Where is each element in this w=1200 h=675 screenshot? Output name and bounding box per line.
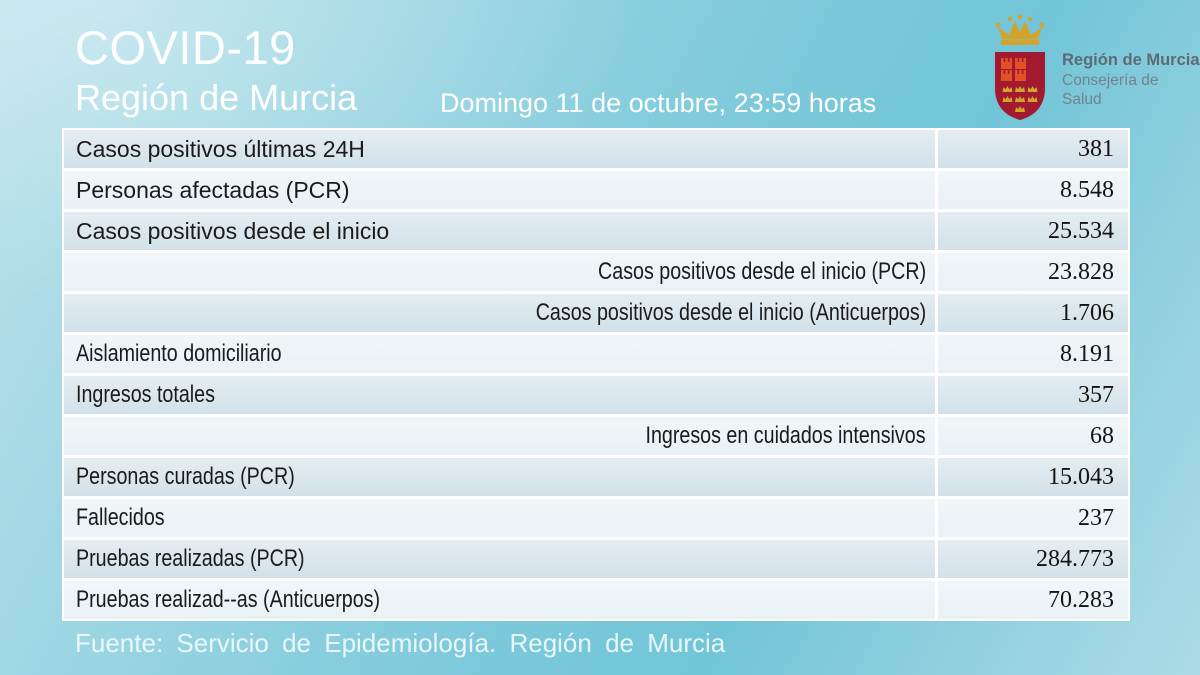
row-label-cell [64, 540, 935, 578]
row-label-cell [64, 458, 935, 496]
row-value: 284.773 [1036, 545, 1114, 572]
table-row [64, 130, 1128, 168]
row-label-cell [64, 417, 935, 455]
coat-of-arms-icon [988, 12, 1052, 124]
row-value: 70.283 [1048, 586, 1114, 613]
row-value-cell [938, 581, 1128, 619]
row-value: 1.706 [1060, 299, 1114, 326]
region-murcia-logo [988, 12, 1200, 124]
table-row [64, 581, 1128, 619]
row-value: 23.828 [1048, 258, 1114, 285]
row-label-cell [64, 581, 935, 619]
row-value-cell [938, 417, 1128, 455]
table-row [64, 253, 1128, 291]
table-row [64, 540, 1128, 578]
row-value-cell [938, 376, 1128, 414]
table-row [64, 294, 1128, 332]
row-value-cell [938, 499, 1128, 537]
row-label: Ingresos en cuidados intensivos [645, 422, 926, 449]
report-datetime: Domingo 11 de octubre, 23:59 horas [440, 88, 877, 118]
row-label-cell [64, 335, 935, 373]
row-value-cell [938, 294, 1128, 332]
row-label-cell [64, 294, 935, 332]
row-label-cell [64, 253, 935, 291]
row-label-cell [64, 171, 935, 209]
row-value-cell [938, 130, 1128, 168]
logo-org-name: Región de Murcia [1062, 51, 1200, 69]
row-value: 25.534 [1048, 217, 1114, 244]
row-label-cell [64, 376, 935, 414]
row-value-cell [938, 458, 1128, 496]
stats-table [62, 128, 1130, 621]
logo-dept-name: Consejería de Salud [1062, 71, 1159, 108]
table-row [64, 171, 1128, 209]
table-row [64, 376, 1128, 414]
row-label: Casos positivos desde el inicio (PCR) [597, 258, 926, 285]
page-title: COVID-19 [75, 21, 296, 74]
row-label: Casos positivos desde el inicio (Anticuerpos) [535, 299, 926, 326]
row-label-cell [64, 212, 935, 250]
row-label: Casos positivos desde el inicio [76, 217, 390, 244]
table-row [64, 335, 1128, 373]
row-value: 237 [1078, 504, 1114, 531]
source-note: Fuente: Servicio de Epidemiología. Región de Murcia [75, 628, 726, 658]
row-value-cell [938, 171, 1128, 209]
row-label: Personas curadas (PCR) [76, 463, 295, 490]
row-value-cell [938, 212, 1128, 250]
row-label: Fallecidos [76, 504, 165, 531]
row-label: Personas afectadas (PCR) [76, 176, 350, 203]
row-label: Aislamiento domiciliario [76, 340, 282, 367]
table-row [64, 458, 1128, 496]
row-label-cell [64, 499, 935, 537]
row-value-cell [938, 540, 1128, 578]
row-value: 15.043 [1048, 463, 1114, 490]
table-row [64, 499, 1128, 537]
row-value: 68 [1090, 422, 1114, 449]
row-label: Ingresos totales [76, 381, 215, 408]
row-value: 357 [1078, 381, 1114, 408]
row-label: Pruebas realizad--as (Anticuerpos) [76, 586, 381, 613]
page-subtitle: Región de Murcia [75, 77, 358, 118]
row-value: 381 [1078, 135, 1114, 162]
row-value-cell [938, 253, 1128, 291]
row-value: 8.191 [1060, 340, 1114, 367]
row-label-cell [64, 130, 935, 168]
row-value-cell [938, 335, 1128, 373]
table-row [64, 417, 1128, 455]
row-label: Pruebas realizadas (PCR) [76, 545, 305, 572]
row-value: 8.548 [1060, 176, 1114, 203]
row-label: Casos positivos últimas 24H [76, 135, 365, 162]
table-row [64, 212, 1128, 250]
